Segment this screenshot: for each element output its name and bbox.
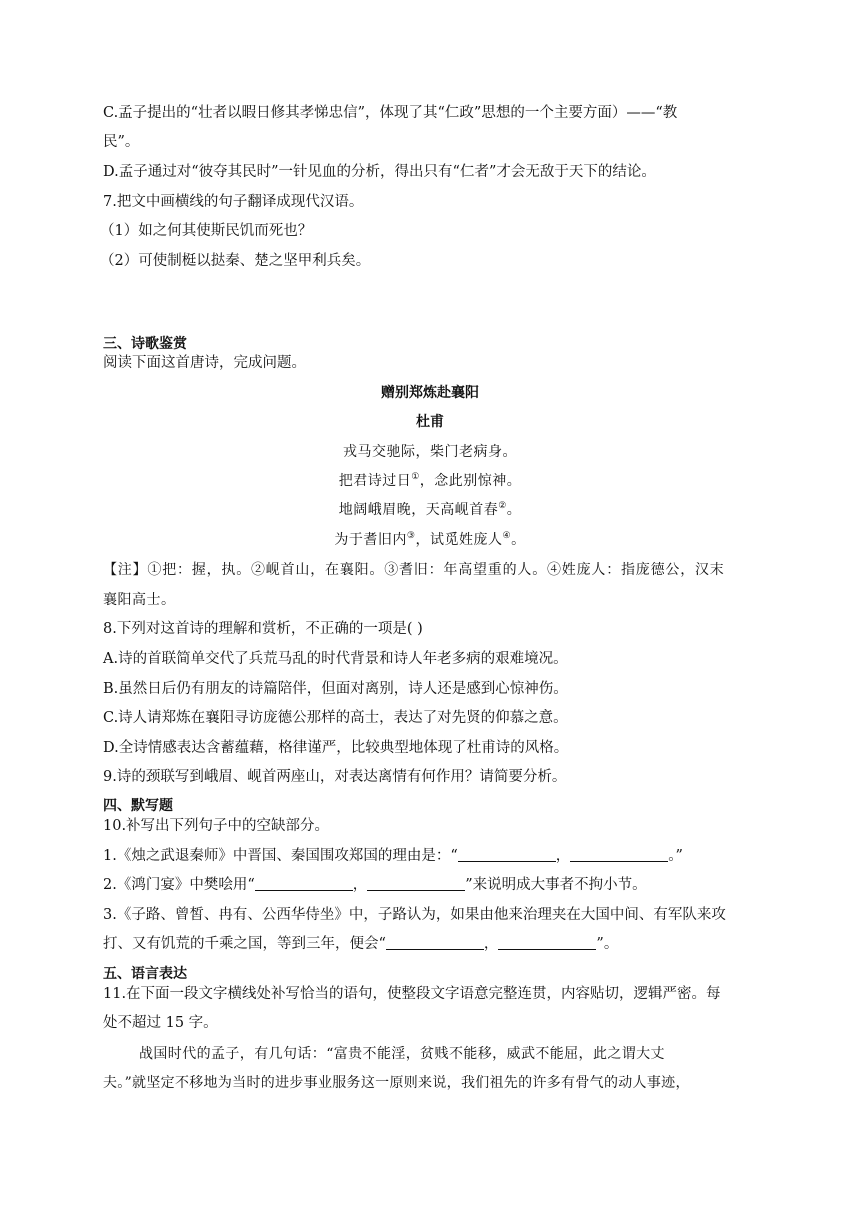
poem-note-line2: 襄阳高士。 xyxy=(103,592,176,608)
q11-stem-line1: 11.在下面一段文字横线处补写恰当的语句，使整段文字语意完整连贯，内容贴切，逻辑严密。每 xyxy=(103,986,721,1002)
answer-blank[interactable] xyxy=(386,935,484,950)
poem-line-1: 戎马交驰际，柴门老病身。 xyxy=(343,444,517,460)
section3-heading: 三、诗歌鉴赏 xyxy=(103,336,187,352)
answer-blank[interactable] xyxy=(458,847,556,862)
section4-heading: 四、默写题 xyxy=(103,798,173,814)
q6-option-c-line1: C.孟子提出的“壮者以暇日修其孝悌忠信”，体现了其“仁政”思想的一个主要方面）——“教 xyxy=(103,105,678,121)
footnote-marker: ④ xyxy=(502,531,512,541)
poem-line-2: 把君诗过日①，念此别惊神。 xyxy=(338,472,522,489)
poem-line-4: 为于耆旧内③，试觅姓庞人④。 xyxy=(334,531,526,548)
q6-option-c-line2: 民”。 xyxy=(103,134,140,150)
answer-blank[interactable] xyxy=(367,876,465,891)
q11-passage-line1: 战国时代的孟子，有几句话：“富贵不能淫，贫贱不能移，威武不能屈，此之谓大丈 xyxy=(139,1046,665,1062)
q7-item-1: （1）如之何其使斯民饥而死也？ xyxy=(100,223,313,239)
poem-line-3: 地阔峨眉晚，天高岘首春②。 xyxy=(338,501,522,518)
poem-author: 杜甫 xyxy=(416,414,444,430)
q8-option-b: B.虽然日后仍有朋友的诗篇陪伴，但面对离别，诗人还是感到心惊神伤。 xyxy=(103,681,568,697)
poem-note-line1: 【注】①把：握，执。②岘首山，在襄阳。③耆旧：年高望重的人。④姓庞人：指庞德公，汉末 xyxy=(103,562,725,578)
q8-option-c: C.诗人请郑炼在襄阳寻访庞德公那样的高士，表达了对先贤的仰慕之意。 xyxy=(103,710,568,726)
answer-blank[interactable] xyxy=(498,935,596,950)
footnote-marker: ② xyxy=(498,501,507,511)
answer-blank[interactable] xyxy=(570,847,668,862)
q10-item-3-line2: 打、又有饥荒的千乘之国，等到三年，便会“ ， ”。 xyxy=(103,936,619,952)
section5-heading: 五、语言表达 xyxy=(103,966,187,982)
footnote-marker: ③ xyxy=(406,531,416,541)
q8-stem: 8.下列对这首诗的理解和赏析，不正确的一项是( ) xyxy=(103,621,423,637)
q10-item-3-line1: 3.《子路、曾皙、冉有、公西华侍坐》中，子路认为，如果由他来治理夹在大国中间、有军队来攻 xyxy=(103,907,726,923)
q7-item-2: （2）可使制梃以挞秦、楚之坚甲利兵矣。 xyxy=(100,253,371,269)
q7-stem: 7.把文中画横线的句子翻译成现代汉语。 xyxy=(103,194,364,210)
q10-item-1: 1.《烛之武退秦师》中晋国、秦国围攻郑国的理由是：“ ， 。” xyxy=(103,848,683,864)
footnote-marker: ① xyxy=(411,472,420,482)
q8-option-d: D.全诗情感表达含蓄蕴藉，格律谨严，比较典型地体现了杜甫诗的风格。 xyxy=(103,740,569,756)
section3-intro: 阅读下面这首唐诗，完成问题。 xyxy=(103,355,306,371)
poem-title: 赠别郑炼赴襄阳 xyxy=(381,385,479,401)
q9-stem: 9.诗的颈联写到峨眉、岘首两座山，对表达离情有何作用？请简要分析。 xyxy=(103,769,567,785)
q11-passage-line2: 夫。”就坚定不移地为当时的进步事业服务这一原则来说，我们祖先的许多有骨气的动人事迹， xyxy=(103,1075,690,1091)
q8-option-a: A.诗的首联简单交代了兵荒马乱的时代背景和诗人年老多病的艰难境况。 xyxy=(103,651,568,667)
q6-option-d: D.孟子通过对“彼夺其民时”一针见血的分析，得出只有“仁者”才会无敌于天下的结论。 xyxy=(103,164,656,180)
answer-blank[interactable] xyxy=(255,876,353,891)
q11-stem-line2: 处不超过 15 字。 xyxy=(103,1015,218,1031)
q10-stem: 10.补写出下列句子中的空缺部分。 xyxy=(103,818,330,834)
q10-item-2: 2.《鸿门宴》中樊哙用“ ， ”来说明成大事者不拘小节。 xyxy=(103,877,647,893)
